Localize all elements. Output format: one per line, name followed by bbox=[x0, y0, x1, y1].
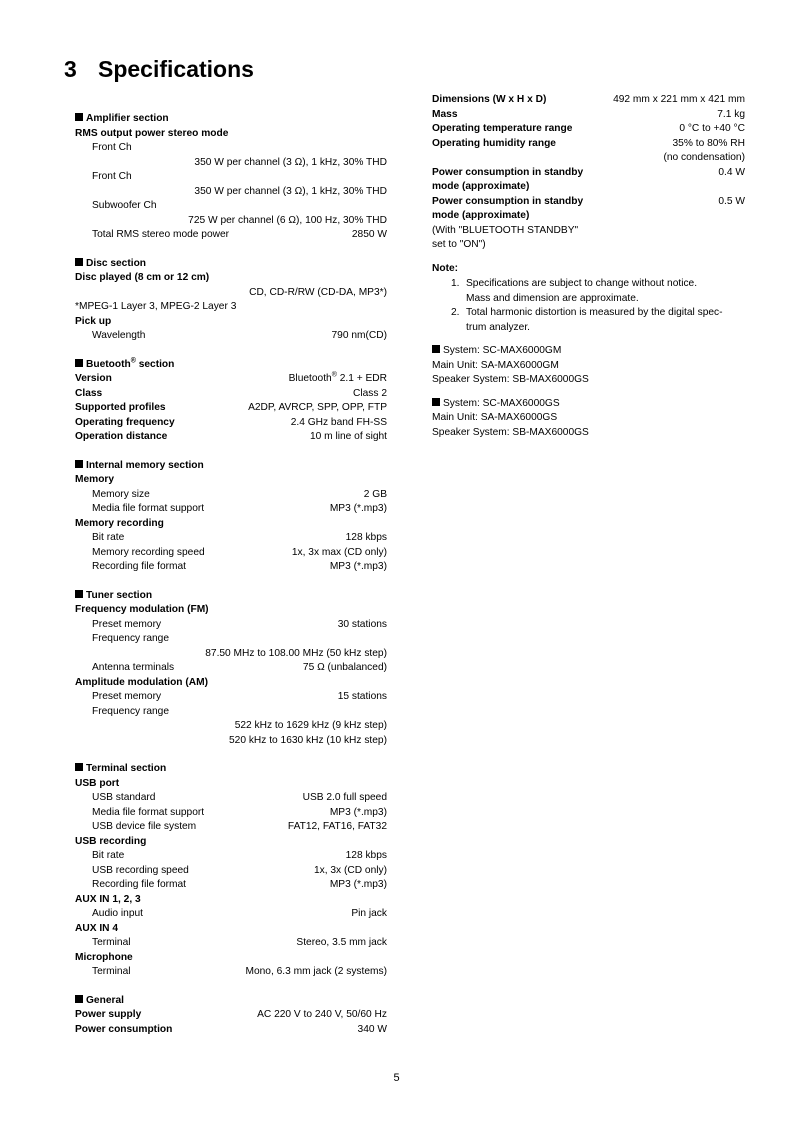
system2-speaker: Speaker System: SB-MAX6000GS bbox=[432, 426, 589, 438]
dimensions-row: Dimensions (W x H x D) 492 mm x 221 mm x 421 mm bbox=[432, 94, 745, 105]
am-range-label: Frequency range bbox=[92, 705, 170, 717]
note-heading: Note: bbox=[432, 262, 459, 274]
bullet-square-icon bbox=[75, 113, 83, 121]
pickup-label: Pick up bbox=[75, 315, 112, 327]
memory-media-row: Media file format support MP3 (*.mp3) bbox=[92, 503, 387, 514]
class-row: Class Class 2 bbox=[75, 387, 387, 399]
left-column bbox=[75, 112, 387, 1037]
profiles-row: Supported profiles A2DP, AVRCP, SPP, OPP, FTP bbox=[75, 402, 387, 413]
bullet-square-icon bbox=[75, 460, 83, 468]
subwoofer-value: 725 W per channel (6 Ω), 100 Hz, 30% THD bbox=[188, 214, 387, 226]
fm-range-value: 87.50 MHz to 108.00 MHz (50 kHz step) bbox=[205, 647, 387, 659]
power-consumption-row: Power consumption 340 W bbox=[75, 1023, 387, 1035]
front1-value: 350 W per channel (3 Ω), 1 kHz, 30% THD bbox=[194, 156, 387, 168]
usb-media-row: Media file format support MP3 (*.mp3) bbox=[92, 806, 387, 818]
version-row: Version Bluetooth® 2.1 + EDR bbox=[75, 371, 387, 384]
microphone-label: Microphone bbox=[75, 951, 133, 963]
memory-speed-row: Memory recording speed 1x, 3x max (CD only) bbox=[92, 546, 387, 558]
disc-played-value: CD, CD-R/RW (CD-DA, MP3*) bbox=[249, 286, 387, 298]
memory-size-row: Memory size 2 GB bbox=[92, 488, 387, 500]
fm-range-label: Frequency range bbox=[92, 633, 170, 644]
bluetooth-heading: Buetooth® section bbox=[75, 358, 387, 373]
usb-filesystem-row: USB device file system FAT12, FAT16, FAT32 bbox=[92, 821, 387, 832]
memory-label: Memory bbox=[75, 474, 115, 485]
usb-port-label: USB port bbox=[75, 777, 120, 789]
standby2-note-1: (With "BLUETOOTH STANDBY" bbox=[432, 224, 579, 236]
memory-recording-label: Memory recording bbox=[75, 517, 164, 529]
power-supply-row: Power supply AC 220 V to 240 V, 50/60 Hz bbox=[75, 1009, 387, 1020]
tuner-heading: Tuner section bbox=[75, 589, 387, 604]
system1-main-unit: Main Unit: SA-MAX6000GM bbox=[432, 359, 559, 371]
note-2: 2. Total harmonic distortion is measured by the digital spec- bbox=[451, 307, 723, 318]
humidity-row: Operating humidity range 35% to 80% RH bbox=[432, 137, 745, 149]
memory-bitrate-row: Bit rate 128 kbps bbox=[92, 532, 387, 543]
standby2-label-line2: mode (approximate) bbox=[432, 210, 530, 221]
standby1-row: Power consumption in standby 0.4 W bbox=[432, 166, 745, 178]
fm-preset-row: Preset memory 30 stations bbox=[92, 618, 387, 630]
disc-heading: Disc section bbox=[75, 257, 387, 272]
bullet-square-icon bbox=[75, 995, 83, 1003]
system2-line: System: SC-MAX6000GS bbox=[432, 397, 745, 412]
page-number: 5 bbox=[393, 1072, 400, 1084]
aux123-label: AUX IN 1, 2, 3 bbox=[75, 893, 141, 905]
bullet-square-icon bbox=[75, 359, 83, 367]
am-preset-row: Preset memory 15 stations bbox=[92, 691, 387, 702]
usb-format-row: Recording file format MP3 (*.mp3) bbox=[92, 879, 387, 890]
system1-line: System: SC-MAX6000GM bbox=[432, 344, 745, 359]
bullet-square-icon bbox=[432, 345, 440, 353]
system1-speaker: Speaker System: SB-MAX6000GS bbox=[432, 374, 589, 385]
wavelength-row: Wavelength 790 nm(CD) bbox=[92, 330, 387, 341]
aux4-terminal-row: Terminal Stereo, 3.5 mm jack bbox=[92, 937, 387, 948]
total-power-row: Total RMS stereo mode power 2850 W bbox=[92, 229, 387, 240]
temperature-row: Operating temperature range 0 °C to +40 °C bbox=[432, 123, 745, 134]
fm-label: Frequency modulation (FM) bbox=[75, 604, 209, 615]
antenna-row: Antenna terminals 75 Ω (unbalanced) bbox=[92, 662, 387, 673]
front2-value: 350 W per channel (3 Ω), 1 kHz, 30% THD bbox=[194, 185, 387, 197]
am-label: Amplitude modulation (AM) bbox=[75, 676, 208, 688]
bullet-square-icon bbox=[75, 763, 83, 771]
standby2-note-2: set to "ON") bbox=[432, 239, 486, 250]
section-title: Specifications bbox=[98, 56, 254, 82]
usb-bitrate-row: Bit rate 128 kbps bbox=[92, 850, 387, 861]
rms-label: RMS output power stereo mode bbox=[75, 127, 229, 139]
note-1: 1. Specifications are subject to change without notice. bbox=[451, 278, 698, 289]
general-heading: General bbox=[75, 994, 387, 1009]
front2-label: Front Ch bbox=[92, 171, 132, 182]
audio-input-row: Audio input Pin jack bbox=[92, 908, 387, 919]
aux4-label: AUX IN 4 bbox=[75, 922, 119, 934]
am-range-value-1: 522 kHz to 1629 kHz (9 kHz step) bbox=[234, 720, 387, 731]
am-range-value-2: 520 kHz to 1630 kHz (10 kHz step) bbox=[229, 734, 387, 746]
disc-played-label: Disc played (8 cm or 12 cm) bbox=[75, 272, 210, 283]
front1-label: Front Ch bbox=[92, 142, 132, 153]
memory-heading: Internal memory section bbox=[75, 459, 387, 474]
standby2-row: Power consumption in standby 0.5 W bbox=[432, 195, 745, 207]
usb-speed-row: USB recording speed 1x, 3x (CD only) bbox=[92, 864, 387, 876]
mic-terminal-row: Terminal Mono, 6.3 mm jack (2 systems) bbox=[92, 966, 387, 977]
bullet-square-icon bbox=[432, 398, 440, 406]
section-number: 3 bbox=[64, 56, 77, 82]
page-title bbox=[64, 56, 254, 83]
memory-format-row: Recording file format MP3 (*.mp3) bbox=[92, 561, 387, 572]
note-1-cont: Mass and dimension are approximate. bbox=[466, 292, 639, 304]
frequency-row: Operating frequency 2.4 GHz band FH-SS bbox=[75, 416, 387, 428]
usb-standard-row: USB standard USB 2.0 full speed bbox=[92, 792, 387, 803]
distance-row: Operation distance 10 m line of sight bbox=[75, 431, 387, 442]
note-2-cont: trum analyzer. bbox=[466, 321, 530, 333]
standby1-label-line2: mode (approximate) bbox=[432, 181, 530, 192]
terminal-heading: Terminal section bbox=[75, 762, 387, 777]
mpeg-note: *MPEG-1 Layer 3, MPEG-2 Layer 3 bbox=[75, 301, 237, 312]
right-column bbox=[432, 93, 745, 440]
amplifier-heading: Amplifier section bbox=[75, 112, 387, 127]
system2-main-unit: Main Unit: SA-MAX6000GS bbox=[432, 412, 558, 423]
mass-row: Mass 7.1 kg bbox=[432, 108, 745, 120]
subwoofer-label: Subwoofer Ch bbox=[92, 200, 157, 211]
humidity-note: (no condensation) bbox=[663, 152, 745, 163]
usb-recording-label: USB recording bbox=[75, 835, 147, 847]
bullet-square-icon bbox=[75, 258, 83, 266]
bullet-square-icon bbox=[75, 590, 83, 598]
